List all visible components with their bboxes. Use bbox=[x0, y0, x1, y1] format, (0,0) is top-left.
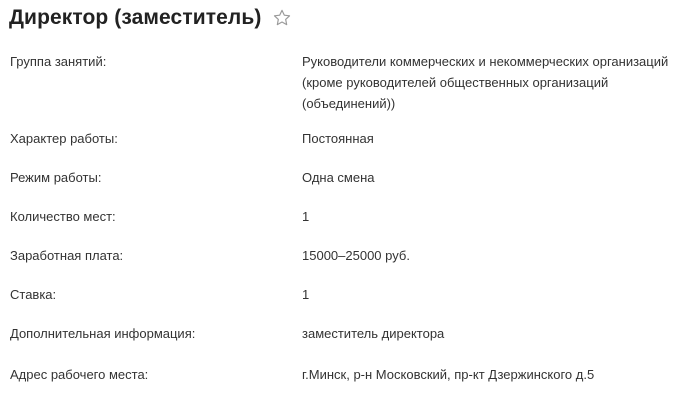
detail-value bbox=[302, 167, 692, 188]
detail-label: Количество мест: bbox=[10, 209, 116, 224]
detail-value bbox=[302, 284, 692, 305]
detail-value-line: заместитель директора bbox=[302, 326, 445, 341]
detail-value-line: Руководители коммерческих и некоммерческих организаций bbox=[302, 54, 669, 69]
page-title: Директор (заместитель) bbox=[9, 6, 262, 29]
detail-value bbox=[302, 323, 692, 344]
detail-label: Заработная плата: bbox=[10, 248, 124, 263]
detail-label: Группа занятий: bbox=[10, 54, 107, 69]
detail-label: Режим работы: bbox=[10, 170, 102, 185]
detail-value-line: Постоянная bbox=[302, 131, 374, 146]
detail-label: Ставка: bbox=[10, 287, 57, 302]
detail-value bbox=[302, 364, 692, 385]
detail-value bbox=[302, 245, 692, 266]
detail-value-line: Одна смена bbox=[302, 170, 375, 185]
detail-value bbox=[302, 206, 692, 227]
detail-value-line: 1 bbox=[302, 287, 310, 302]
star-icon[interactable] bbox=[271, 7, 293, 29]
detail-value-line: г.Минск, р-н Московский, пр-кт Дзержинского д.5 bbox=[302, 367, 595, 382]
detail-value-line: (объединений)) bbox=[302, 96, 396, 111]
detail-label: Адрес рабочего места: bbox=[10, 367, 149, 382]
detail-label: Характер работы: bbox=[10, 131, 118, 146]
detail-value-line: 1 bbox=[302, 209, 310, 224]
detail-value-line: (кроме руководителей общественных организаций bbox=[302, 75, 609, 90]
detail-label: Дополнительная информация: bbox=[10, 326, 196, 341]
detail-value bbox=[302, 51, 692, 114]
vacancy-header bbox=[9, 4, 293, 32]
detail-value bbox=[302, 128, 692, 149]
detail-value-line: 15000–25000 руб. bbox=[302, 248, 410, 263]
